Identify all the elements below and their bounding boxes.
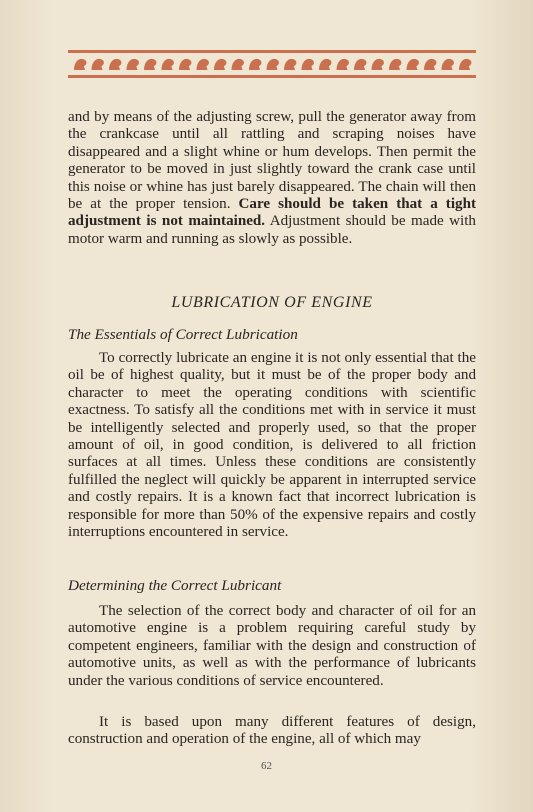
paragraph-selection-text: The selection of the correct body and character of oil for an automotive engine is a problem requiring careful study by competent engineers, familiar with the design and construction of automotive units, as well as with the performance of lubricants under the various conditions of service encountered.: [68, 603, 476, 689]
decorative-wave-border: [68, 50, 476, 78]
wave-scroll: [302, 59, 314, 70]
paragraph-text: and by means of the adjusting screw, pull the generator away from the crankcase until all rattling and scraping noises have disappeared and a slight whine or hum develops. Then permit the generator to be moved in just slightly toward the crank case until this noise or whine has just barely disappeared. The chain will then be at the proper tension.: [68, 109, 476, 213]
wave-scroll: [337, 59, 349, 70]
wave-scroll: [232, 59, 244, 70]
wave-scroll: [389, 59, 401, 70]
paragraph-text-end: Adjustment should be made with motor warm and running as slowly as possible.: [68, 213, 476, 247]
subheading-determining: Determining the Correct Lubricant: [68, 577, 282, 594]
wave-scroll: [267, 59, 279, 70]
page-number: 62: [261, 760, 272, 772]
wave-scroll: [372, 59, 384, 70]
paragraph-continued: [68, 109, 476, 248]
paragraph-based: [68, 714, 476, 749]
wave-scroll: [284, 59, 296, 70]
wave-scroll: [92, 59, 104, 70]
wave-scroll: [424, 59, 436, 70]
paragraph-essentials: [68, 350, 476, 541]
section-heading: LUBRICATION OF ENGINE: [171, 294, 373, 311]
wave-scroll: [354, 59, 366, 70]
wave-scroll: [144, 59, 156, 70]
wave-scroll: [407, 59, 419, 70]
wave-scroll: [197, 59, 209, 70]
paragraph-essentials-text: To correctly lubricate an engine it is not only essential that the oil be of highest quality, but it must be of the proper body and character to meet the operating conditions with scientific exactness. To satisfy all the conditions met with in service it must be intelligently selected and properly used, so that the proper amount of oil, in good condition, is delivered to all friction surfaces at all times. Unless these conditions are consistently fulfilled the neglect will quickly be apparent in interrupted service and costly repairs. It is a known fact that incorrect lubrication is responsible for more than 50% of the expensive repairs and costly interruptions encountered in service.: [68, 350, 476, 541]
subheading-essentials: The Essentials of Correct Lubrication: [68, 326, 298, 343]
wave-scroll: [214, 59, 226, 70]
wave-scroll: [179, 59, 191, 70]
wave-scroll: [459, 59, 471, 70]
wave-scroll: [319, 59, 331, 70]
paragraph-selection: [68, 603, 476, 690]
paragraph-based-text: It is based upon many different features of design, construction and operation of the engine, all of which may: [68, 714, 476, 748]
wave-scroll: [109, 59, 121, 70]
wave-scroll: [162, 59, 174, 70]
wave-scroll: [127, 59, 139, 70]
wave-scroll: [249, 59, 261, 70]
wave-scroll: [442, 59, 454, 70]
wave-scroll: [74, 59, 86, 70]
bold-warning: Care should be taken that a tight adjustment is not maintained.: [68, 196, 476, 230]
